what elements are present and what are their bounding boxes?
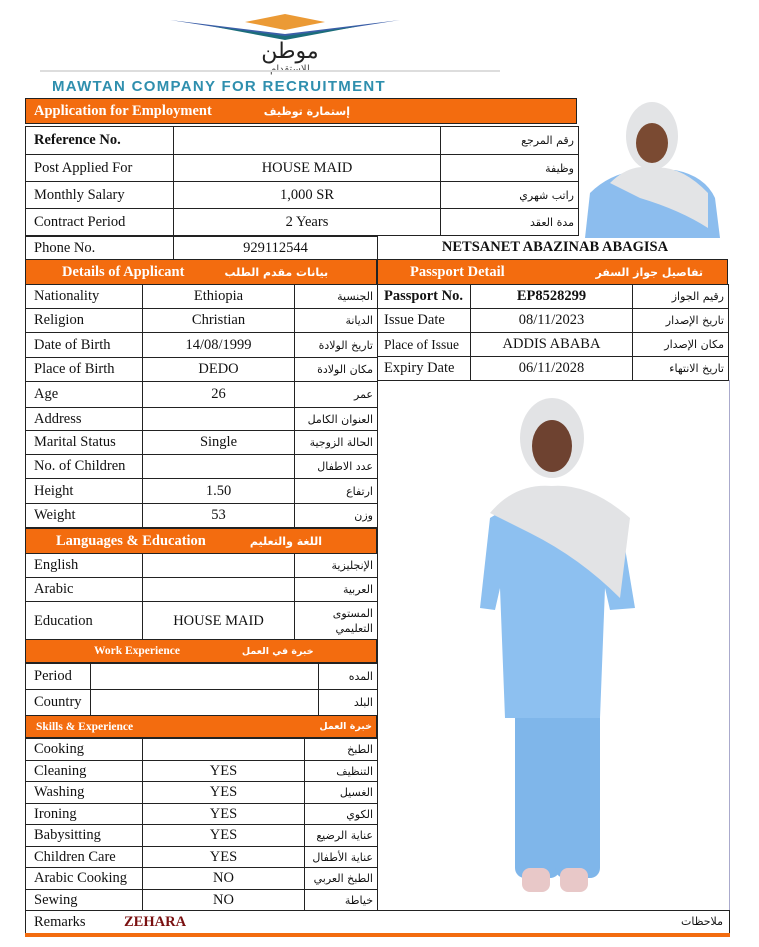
skill-value: NO [143, 890, 305, 911]
issue-date-label-ar: تاريخ الإصدار [633, 309, 729, 333]
post-label-ar: وظيفة [441, 155, 579, 182]
table-row [26, 554, 378, 578]
table-row [26, 237, 378, 260]
phone-table [25, 236, 378, 260]
skills-title-ar: خبرة العمل [319, 721, 372, 732]
application-title-ar: إستمارة توظيف [263, 104, 350, 118]
row-label: Height [26, 479, 143, 504]
reference-label-ar: رقم المرجع [441, 127, 579, 155]
row-value: DEDO [143, 358, 295, 382]
table-row [26, 825, 378, 847]
row-value: Single [143, 431, 295, 455]
row-label-ar: الحالة الزوجية [295, 431, 378, 455]
post-label: Post Applied For [26, 155, 174, 182]
table-row [26, 431, 378, 455]
table-row [26, 504, 378, 528]
row-label-ar: المستوى التعليمي [295, 602, 378, 641]
table-row [378, 309, 729, 333]
row-value: 14/08/1999 [143, 333, 295, 358]
work-title-en: Work Experience [94, 645, 180, 657]
table-row [26, 309, 378, 333]
table-row [26, 847, 378, 868]
row-label: Arabic [26, 578, 143, 602]
reference-value [174, 127, 441, 155]
logo-divider [40, 70, 500, 72]
table-row [26, 155, 579, 182]
row-label: Address [26, 408, 143, 431]
skill-value: NO [143, 868, 305, 890]
salary-label: Monthly Salary [26, 182, 174, 209]
skill-label: Arabic Cooking [26, 868, 143, 890]
row-label: Nationality [26, 285, 143, 309]
skill-label-ar: عناية الرضيع [305, 825, 378, 847]
place-of-issue-label-ar: مكان الإصدار [633, 333, 729, 357]
contract-value: 2 Years [174, 209, 441, 236]
skill-label-ar: الغسيل [305, 782, 378, 804]
expiry-date-value: 06/11/2028 [471, 357, 633, 381]
row-label-ar: الإنجليزية [295, 554, 378, 578]
remarks-value: ZEHARA [124, 914, 187, 930]
skill-label-ar: خياطة [305, 890, 378, 911]
skill-label-ar: الطبخ [305, 739, 378, 761]
table-row [26, 455, 378, 479]
row-value [91, 664, 319, 690]
skill-label: Cleaning [26, 761, 143, 782]
table-row [26, 739, 378, 761]
details-title-ar: بيانات مقدم الطلب [224, 265, 329, 279]
company-name: MAWTAN COMPANY FOR RECRUITMENT [52, 78, 386, 95]
table-row [26, 664, 378, 690]
skill-value: YES [143, 782, 305, 804]
passport-title-en: Passport Detail [410, 263, 505, 280]
skill-label: Children Care [26, 847, 143, 868]
issue-date-value: 08/11/2023 [471, 309, 633, 333]
skill-value: YES [143, 804, 305, 825]
languages-table [25, 553, 378, 641]
row-label-ar: وزن [295, 504, 378, 528]
row-value: 26 [143, 382, 295, 408]
salary-value: 1,000 SR [174, 182, 441, 209]
row-value [143, 408, 295, 431]
skill-label-ar: التنظيف [305, 761, 378, 782]
table-row [26, 127, 579, 155]
details-header [25, 259, 377, 285]
passport-title-ar: تفاصيل جواز السفر [595, 265, 703, 279]
details-table [25, 284, 378, 528]
row-label-ar: عمر [295, 382, 378, 408]
contract-label: Contract Period [26, 209, 174, 236]
row-label-ar: المده [319, 664, 378, 690]
languages-header [25, 528, 377, 554]
company-logo [150, 0, 430, 75]
expiry-date-label: Expiry Date [378, 357, 471, 381]
contract-label-ar: مدة العقد [441, 209, 579, 236]
work-title-ar: خبرة في العمل [241, 645, 314, 657]
applicant-portrait-photo [580, 98, 728, 238]
row-label-ar: العنوان الكامل [295, 408, 378, 431]
row-label: Country [26, 690, 91, 716]
passport-table [377, 284, 729, 381]
table-row [26, 382, 378, 408]
skill-value: YES [143, 761, 305, 782]
row-label: Date of Birth [26, 333, 143, 358]
table-row [26, 358, 378, 382]
row-value: 1.50 [143, 479, 295, 504]
table-row [26, 804, 378, 825]
table-row [26, 890, 378, 911]
table-row [26, 479, 378, 504]
skill-label: Babysitting [26, 825, 143, 847]
table-row [26, 578, 378, 602]
table-row [26, 333, 378, 358]
skill-label-ar: الطبخ العربي [305, 868, 378, 890]
languages-title-en: Languages & Education [56, 532, 206, 549]
place-of-issue-label: Place of Issue [378, 333, 471, 357]
skill-value: YES [143, 847, 305, 868]
row-value [143, 554, 295, 578]
row-label: Marital Status [26, 431, 143, 455]
row-label: Weight [26, 504, 143, 528]
phone-label: Phone No. [26, 237, 174, 260]
row-value: HOUSE MAID [143, 602, 295, 641]
row-label-ar: تاريخ الولادة [295, 333, 378, 358]
remarks-label: Remarks [34, 914, 86, 930]
table-row [26, 782, 378, 804]
skill-label: Washing [26, 782, 143, 804]
row-label-ar: ارتفاع [295, 479, 378, 504]
table-row [26, 408, 378, 431]
row-value [91, 690, 319, 716]
row-value [143, 455, 295, 479]
row-label-ar: العربية [295, 578, 378, 602]
languages-title-ar: اللغة والتعليم [249, 534, 323, 548]
row-label-ar: مكان الولادة [295, 358, 378, 382]
passport-no-label: Passport No. [378, 285, 471, 309]
table-row [378, 333, 729, 357]
expiry-date-label-ar: تاريخ الانتهاء [633, 357, 729, 381]
table-row [26, 690, 378, 716]
phone-value: 929112544 [174, 237, 378, 260]
applicant-full-body-photo [460, 398, 645, 896]
details-title-en: Details of Applicant [62, 263, 185, 280]
applicant-name: NETSANET ABAZINAB ABAGISA [441, 239, 669, 255]
row-label: Education [26, 602, 143, 641]
remarks-label-ar: ملاحظات [681, 915, 723, 928]
table-row [26, 761, 378, 782]
passport-header [377, 259, 728, 285]
table-row [378, 357, 729, 381]
reference-label: Reference No. [26, 127, 174, 155]
skills-title-en: Skills & Experience [36, 720, 134, 733]
skill-label-ar: الكوي [305, 804, 378, 825]
footer-bar [25, 933, 730, 937]
row-label: Period [26, 664, 91, 690]
row-value: 53 [143, 504, 295, 528]
skill-label-ar: عناية الأطفال [305, 847, 378, 868]
row-label: English [26, 554, 143, 578]
skill-label: Sewing [26, 890, 143, 911]
row-label: No. of Children [26, 455, 143, 479]
application-header [25, 98, 577, 124]
work-header [25, 639, 377, 663]
place-of-issue-value: ADDIS ABABA [471, 333, 633, 357]
salary-label-ar: راتب شهري [441, 182, 579, 209]
table-row [378, 285, 729, 309]
row-value [143, 578, 295, 602]
table-row [26, 602, 378, 641]
row-label-ar: الجنسية [295, 285, 378, 309]
skill-value [143, 739, 305, 761]
table-row [26, 182, 579, 209]
table-row [26, 868, 378, 890]
skill-label: Cooking [26, 739, 143, 761]
passport-no-label-ar: رقيم الجواز [633, 285, 729, 309]
row-label: Age [26, 382, 143, 408]
row-label-ar: عدد الاطفال [295, 455, 378, 479]
skill-value: YES [143, 825, 305, 847]
skills-header [25, 715, 377, 738]
table-row [26, 285, 378, 309]
row-label-ar: البلد [319, 690, 378, 716]
work-table [25, 663, 378, 716]
post-value: HOUSE MAID [174, 155, 441, 182]
application-table [25, 126, 579, 236]
application-title-en: Application for Employment [34, 102, 212, 119]
passport-no-value: EP8528299 [471, 285, 633, 309]
remarks-row [25, 910, 730, 934]
skills-table [25, 738, 378, 911]
row-label-ar: الديانة [295, 309, 378, 333]
row-value: Ethiopia [143, 285, 295, 309]
table-row [26, 209, 579, 236]
row-label: Religion [26, 309, 143, 333]
svg-text:موطن: موطن [261, 39, 319, 64]
skill-label: Ironing [26, 804, 143, 825]
issue-date-label: Issue Date [378, 309, 471, 333]
row-label: Place of Birth [26, 358, 143, 382]
row-value: Christian [143, 309, 295, 333]
